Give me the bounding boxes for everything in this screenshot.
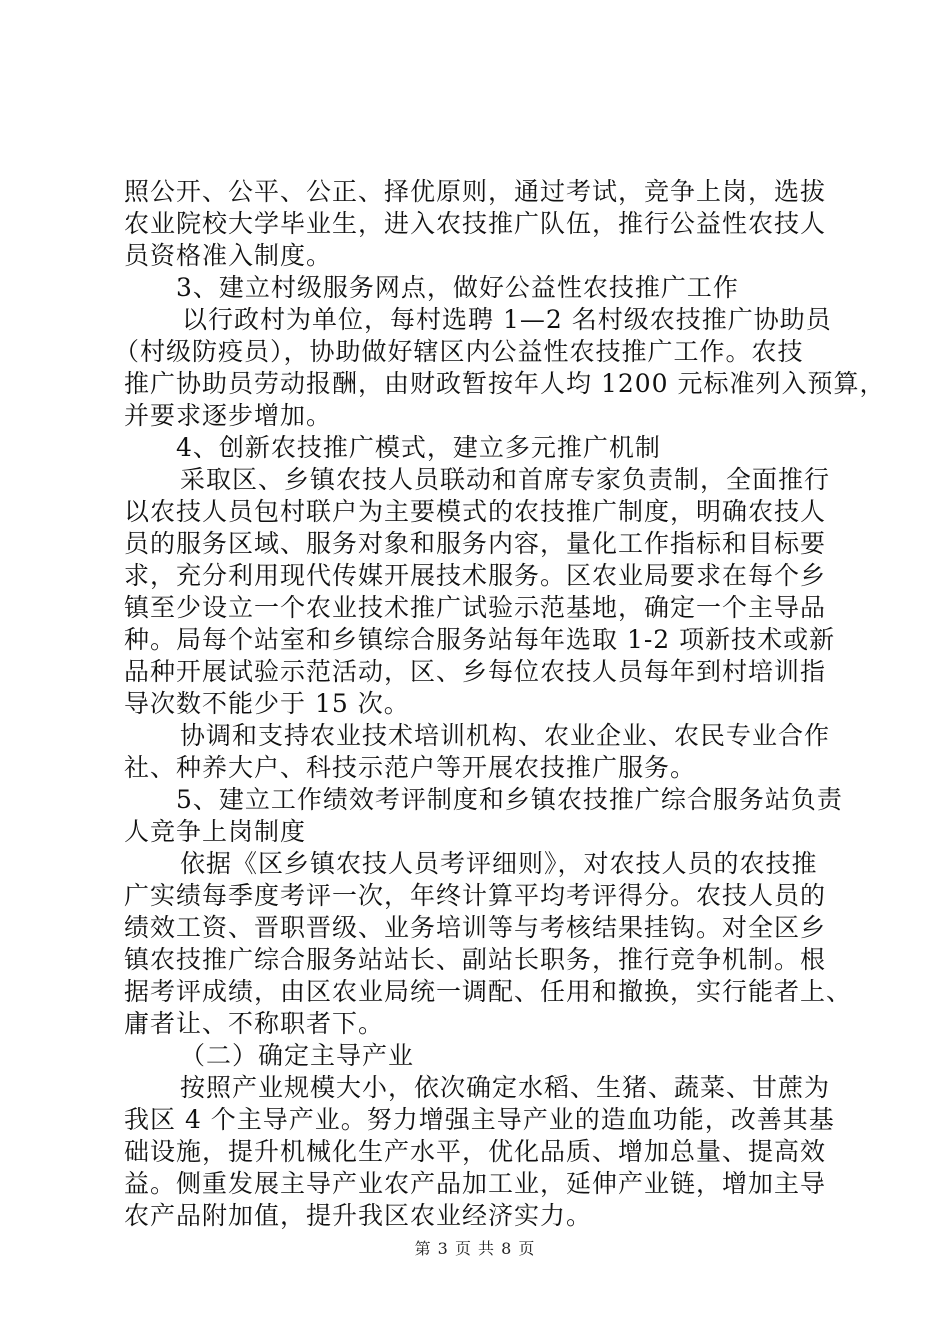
text-line: 品种开展试验示范活动，区、乡每位农技人员每年到村培训指 (124, 657, 827, 686)
text-line: 以农技人员包村联户为主要模式的农技推广制度，明确农技人 (124, 497, 827, 526)
text-line: 员的服务区域、服务对象和服务内容，量化工作指标和目标要 (124, 529, 827, 558)
section-heading: （二）确定主导产业 (180, 1041, 415, 1070)
text-line: 础设施，提升机械化生产水平，优化品质、增加总量、提高效 (124, 1137, 827, 1166)
text-line: 绩效工资、晋职晋级、业务培训等与考核结果挂钩。对全区乡 (124, 913, 827, 942)
text-line: 农业院校大学毕业生，进入农技推广队伍，推行公益性农技人 (124, 209, 827, 238)
text-line: 导次数不能少于 15 次。 (124, 689, 410, 718)
text-line: 推广协助员劳动报酬，由财政暂按年人均 1200 元标准列入预算， (124, 369, 886, 398)
text-line: 按照产业规模大小，依次确定水稻、生猪、蔬菜、甘蔗为 (180, 1073, 831, 1102)
section-heading: 4、创新农技推广模式，建立多元推广机制 (176, 433, 661, 462)
text-line: 并要求逐步增加。 (124, 401, 333, 430)
text-line: 协调和支持农业技术培训机构、农业企业、农民专业合作 (180, 721, 831, 750)
text-line: （村级防疫员），协助做好辖区内公益性农技推广工作。农技 (114, 337, 804, 366)
text-line: 庸者让、不称职者下。 (124, 1009, 385, 1038)
text-line: 我区 4 个主导产业。努力增强主导产业的造血功能，改善其基 (124, 1105, 835, 1134)
text-line: 依据《区乡镇农技人员考评细则》，对农技人员的农技推 (180, 849, 818, 878)
text-line: 采取区、乡镇农技人员联动和首席专家负责制，全面推行 (180, 465, 831, 494)
text-line: 照公开、公平、公正、择优原则，通过考试，竞争上岗，选拔 (124, 177, 827, 206)
text-line: 镇农技推广综合服务站站长、副站长职务，推行竞争机制。根 (124, 945, 827, 974)
text-line: 据考评成绩，由区农业局统一调配、任用和撤换，实行能者上、 (124, 977, 853, 1006)
text-line: 社、种养大户、科技示范户等开展农技推广服务。 (124, 753, 697, 782)
section-heading: 5、建立工作绩效考评制度和乡镇农技推广综合服务站负责 (176, 785, 843, 814)
text-line: 农产品附加值，提升我区农业经济实力。 (124, 1201, 593, 1230)
section-heading: 3、建立村级服务网点，做好公益性农技推广工作 (176, 273, 739, 302)
section-heading: 人竞争上岗制度 (124, 817, 307, 846)
text-line: 广实绩每季度考评一次，年终计算平均考评得分。农技人员的 (124, 881, 827, 910)
text-line: 以行政村为单位，每村选聘 1—2 名村级农技推广协助员 (182, 305, 832, 334)
text-line: 种。局每个站室和乡镇综合服务站每年选取 1-2 项新技术或新 (124, 625, 836, 654)
text-line: 员资格准入制度。 (124, 241, 333, 270)
text-line: 益。侧重发展主导产业农产品加工业，延伸产业链，增加主导 (124, 1169, 827, 1198)
page-number-footer: 第 3 页 共 8 页 (414, 1239, 536, 1258)
text-line: 镇至少设立一个农业技术推广试验示范基地，确定一个主导品 (124, 593, 827, 622)
text-line: 求，充分利用现代传媒开展技术服务。区农业局要求在每个乡 (124, 561, 827, 590)
